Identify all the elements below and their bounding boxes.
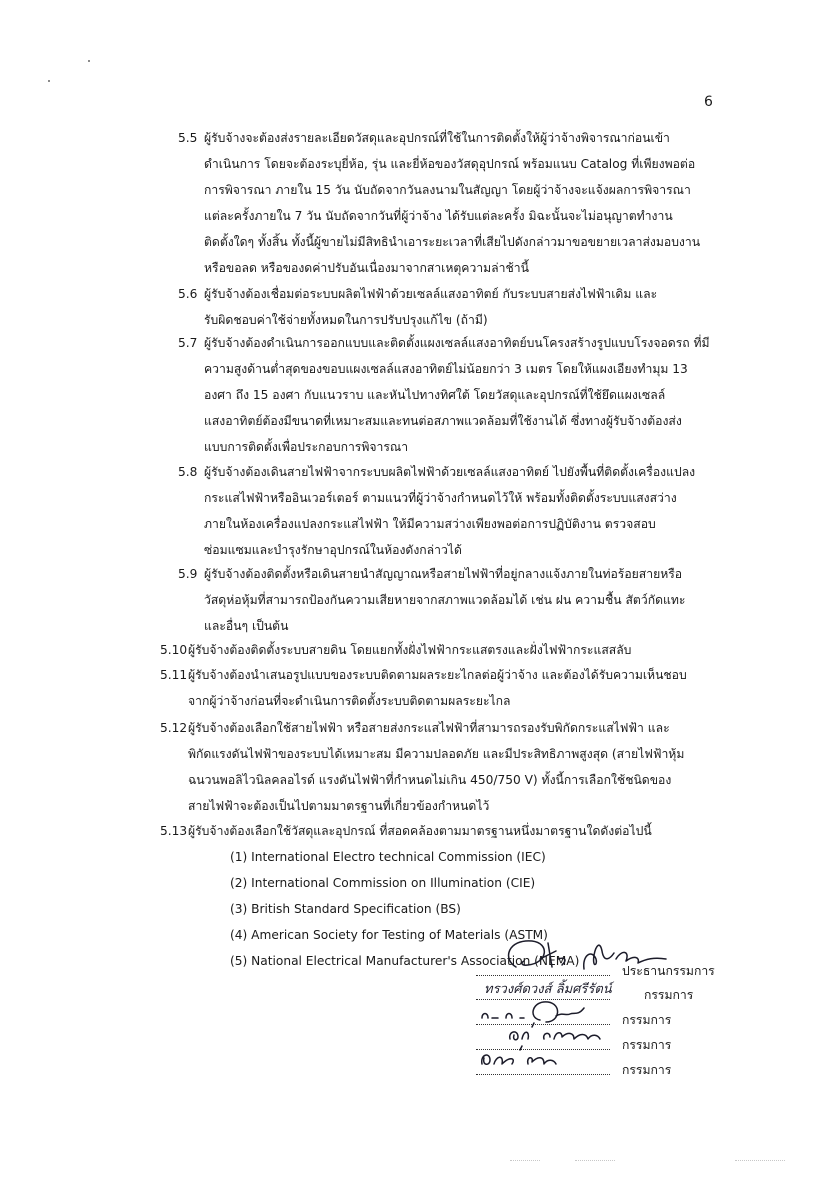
signature-line-member-4 — [476, 1054, 776, 1080]
clause-number: 5.9 — [178, 567, 198, 581]
standard-item: (5) National Electrical Manufacturer's Association (NEMA) — [230, 954, 580, 968]
clause-line: จากผู้ว่าจ้างก่อนที่จะดำเนินการติดตั้งระบบติดตามผลระยะไกล — [188, 694, 511, 708]
signature-role: กรรมการ — [622, 1063, 672, 1077]
clause-number: 5.13 — [160, 824, 188, 838]
scan-speck — [88, 60, 90, 62]
clause-line: ผู้รับจ้างต้องเลือกใช้วัสดุและอุปกรณ์ ที่สอดคล้องตามมาตรฐานหนึ่งมาตรฐานใดดังต่อไปนี้ — [188, 824, 652, 838]
signature-role: ประธานกรรมการ — [622, 964, 715, 978]
clause-line: ความสูงด้านต่ำสุดของขอบแผงเซลล์แสงอาทิตย์ไม่น้อยกว่า 3 เมตร โดยให้แผงเอียงทำมุม 13 — [204, 362, 688, 376]
clause-line: ดำเนินการ โดยจะต้องระบุยี่ห้อ, รุ่น และยี่ห้อของวัสดุอุปกรณ์ พร้อมแนบ Catalog ที่เพียงพอต่อ — [204, 157, 696, 171]
clause-line: พิกัดแรงดันไฟฟ้าของระบบได้เหมาะสม มีความปลอดภัย และมีประสิทธิภาพสูงสุด (สายไฟฟ้าหุ้ม — [188, 747, 685, 761]
clause-line: กระแสไฟฟ้าหรืออินเวอร์เตอร์ ตามแนวที่ผู้ว่าจ้างกำหนดไว้ให้ พร้อมทั้งติดตั้งระบบแสงสว่าง — [204, 491, 677, 505]
clause-line: แต่ละครั้งภายใน 7 วัน นับถัดจากวันที่ผู้ว่าจ้าง ได้รับแต่ละครั้ง มิฉะนั้นจะไม่อนุญาตทำงาน — [204, 209, 673, 223]
clause-line: การพิจารณา ภายใน 15 วัน นับถัดจากวันลงนามในสัญญา โดยผู้ว่าจ้างจะแจ้งผลการพิจารณา — [204, 183, 691, 197]
clause-line: ซ่อมแซมและบำรุงรักษาอุปกรณ์ในห้องดังกล่าวได้ — [204, 543, 462, 557]
clause-line: และอื่นๆ เป็นต้น — [204, 619, 289, 633]
clause-5-9 — [178, 561, 718, 639]
clause-number: 5.7 — [178, 336, 198, 350]
scan-edge-noise — [735, 1160, 785, 1161]
clause-5-6 — [178, 281, 718, 333]
clause-5-12 — [160, 715, 720, 819]
handwritten-signature — [476, 1042, 576, 1072]
clause-number: 5.5 — [178, 131, 198, 145]
clause-5-7 — [178, 330, 718, 460]
clause-line: รับผิดชอบค่าใช้จ่ายทั้งหมดในการปรับปรุงแก้ไข (ถ้ามี) — [204, 313, 488, 327]
clause-number: 5.10 — [160, 643, 188, 657]
clause-line: ผู้รับจ้างต้องติดตั้งระบบสายดิน โดยแยกทั้งฝั่งไฟฟ้ากระแสตรงและฝั่งไฟฟ้ากระแสสลับ — [188, 643, 632, 657]
standard-item: (2) International Commission on Illumination (CIE) — [230, 876, 536, 890]
clause-5-13 — [160, 818, 720, 844]
clause-line: ผู้รับจ้างต้องเลือกใช้สายไฟฟ้า หรือสายส่งกระแสไฟฟ้าที่สามารถรองรับพิกัดกระแสไฟฟ้า และ — [188, 721, 670, 735]
clause-number: 5.11 — [160, 668, 188, 682]
clause-5-10 — [160, 637, 720, 663]
clause-line: ภายในห้องเครื่องแปลงกระแสไฟฟ้า ให้มีความสว่างเพียงพอต่อการปฏิบัติงาน ตรวจสอบ — [204, 517, 656, 531]
clause-number: 5.12 — [160, 721, 188, 735]
signature-role: กรรมการ — [622, 1013, 672, 1027]
signature-role: กรรมการ — [644, 988, 694, 1002]
scan-edge-noise — [510, 1160, 540, 1161]
standard-item: (1) International Electro technical Commission (IEC) — [230, 850, 546, 864]
standard-item: (4) American Society for Testing of Materials (ASTM) — [230, 928, 548, 942]
clause-line: ผู้รับจ้างต้องติดตั้งหรือเดินสายนำสัญญาณหรือสายไฟฟ้าที่อยู่กลางแจ้งภายในท่อร้อยสายหรือ — [204, 567, 683, 581]
clause-5-5 — [178, 125, 718, 285]
clause-line: สายไฟฟ้าจะต้องเป็นไปตามมาตรฐานที่เกี่ยวข้องกำหนดไว้ — [188, 799, 490, 813]
clause-5-8 — [178, 459, 718, 563]
handwriting-text: ทรวงศ์ดวงส์ ลิ้มศรีรัตน์ — [484, 982, 612, 997]
clause-line: วัสดุห่อหุ้มที่สามารถป้องกันความเสียหายจากสภาพแวดล้อมได้ เช่น ฝน ความชื้น สัตว์กัดแทะ — [204, 593, 686, 607]
clause-line: ติดตั้งใดๆ ทั้งสิ้น ทั้งนี้ผู้ขายไม่มีสิทธินำเอาระยะเวลาที่เสียไปดังกล่าวมาขอขยายเวลาส่งมอบงาน — [204, 235, 701, 249]
clause-line: หรือขอลด หรือของดค่าปรับอันเนื่องมาจากสาเหตุความล่าช้านี้ — [204, 261, 529, 275]
clause-5-11 — [160, 662, 720, 714]
clause-line: ฉนวนพอลิไวนิลคลอไรด์ แรงดันไฟฟ้าที่กำหนดไม่เกิน 450/750 V) ทั้งนี้การเลือกใช้ชนิดของ — [188, 773, 672, 787]
signature-role: กรรมการ — [622, 1038, 672, 1052]
clause-line: องศา ถึง 15 องศา กับแนวราบ และหันไปทางทิศใต้ โดยวัสดุและอุปกรณ์ที่ใช้ยึดแผงเซลล์ — [204, 388, 666, 402]
scan-edge-noise — [575, 1160, 615, 1161]
page-number: 6 — [704, 94, 713, 110]
clause-number: 5.8 — [178, 465, 198, 479]
scan-speck — [48, 80, 50, 82]
clause-line: ผู้รับจ้างต้องดำเนินการออกแบบและติดตั้งแผงเซลล์แสงอาทิตย์บนโครงสร้างรูปแบบโรงจอดรถ ที่มี — [204, 336, 710, 350]
clause-line: ผู้รับจ้างต้องนำเสนอรูปแบบของระบบติดตามผลระยะไกลต่อผู้ว่าจ้าง และต้องได้รับความเห็นชอบ — [188, 668, 687, 682]
clause-line: แสงอาทิตย์ต้องมีขนาดที่เหมาะสมและทนต่อสภาพแวดล้อมที่ใช้งานได้ ซึ่งทางผู้รับจ้างต้องส่ง — [204, 414, 682, 428]
clause-line: ผู้รับจ้างต้องเชื่อมต่อระบบผลิตไฟฟ้าด้วยเซลล์แสงอาทิตย์ กับระบบสายส่งไฟฟ้าเดิม และ — [204, 287, 658, 301]
clause-line: ผู้รับจ้างจะต้องส่งรายละเอียดวัสดุและอุปกรณ์ที่ใช้ในการติดตั้งให้ผู้ว่าจ้างพิจารณาก่อนเข้า — [204, 131, 670, 145]
clause-line: แบบการติดตั้งเพื่อประกอบการพิจารณา — [204, 440, 409, 454]
signature-dotted-line — [476, 1074, 610, 1075]
clause-number: 5.6 — [178, 287, 198, 301]
clause-line: ผู้รับจ้างต้องเดินสายไฟฟ้าจากระบบผลิตไฟฟ้าด้วยเซลล์แสงอาทิตย์ ไปยังพื้นที่ติดตั้งเครื่องแปลง — [204, 465, 696, 479]
standard-item: (3) British Standard Specification (BS) — [230, 902, 461, 916]
